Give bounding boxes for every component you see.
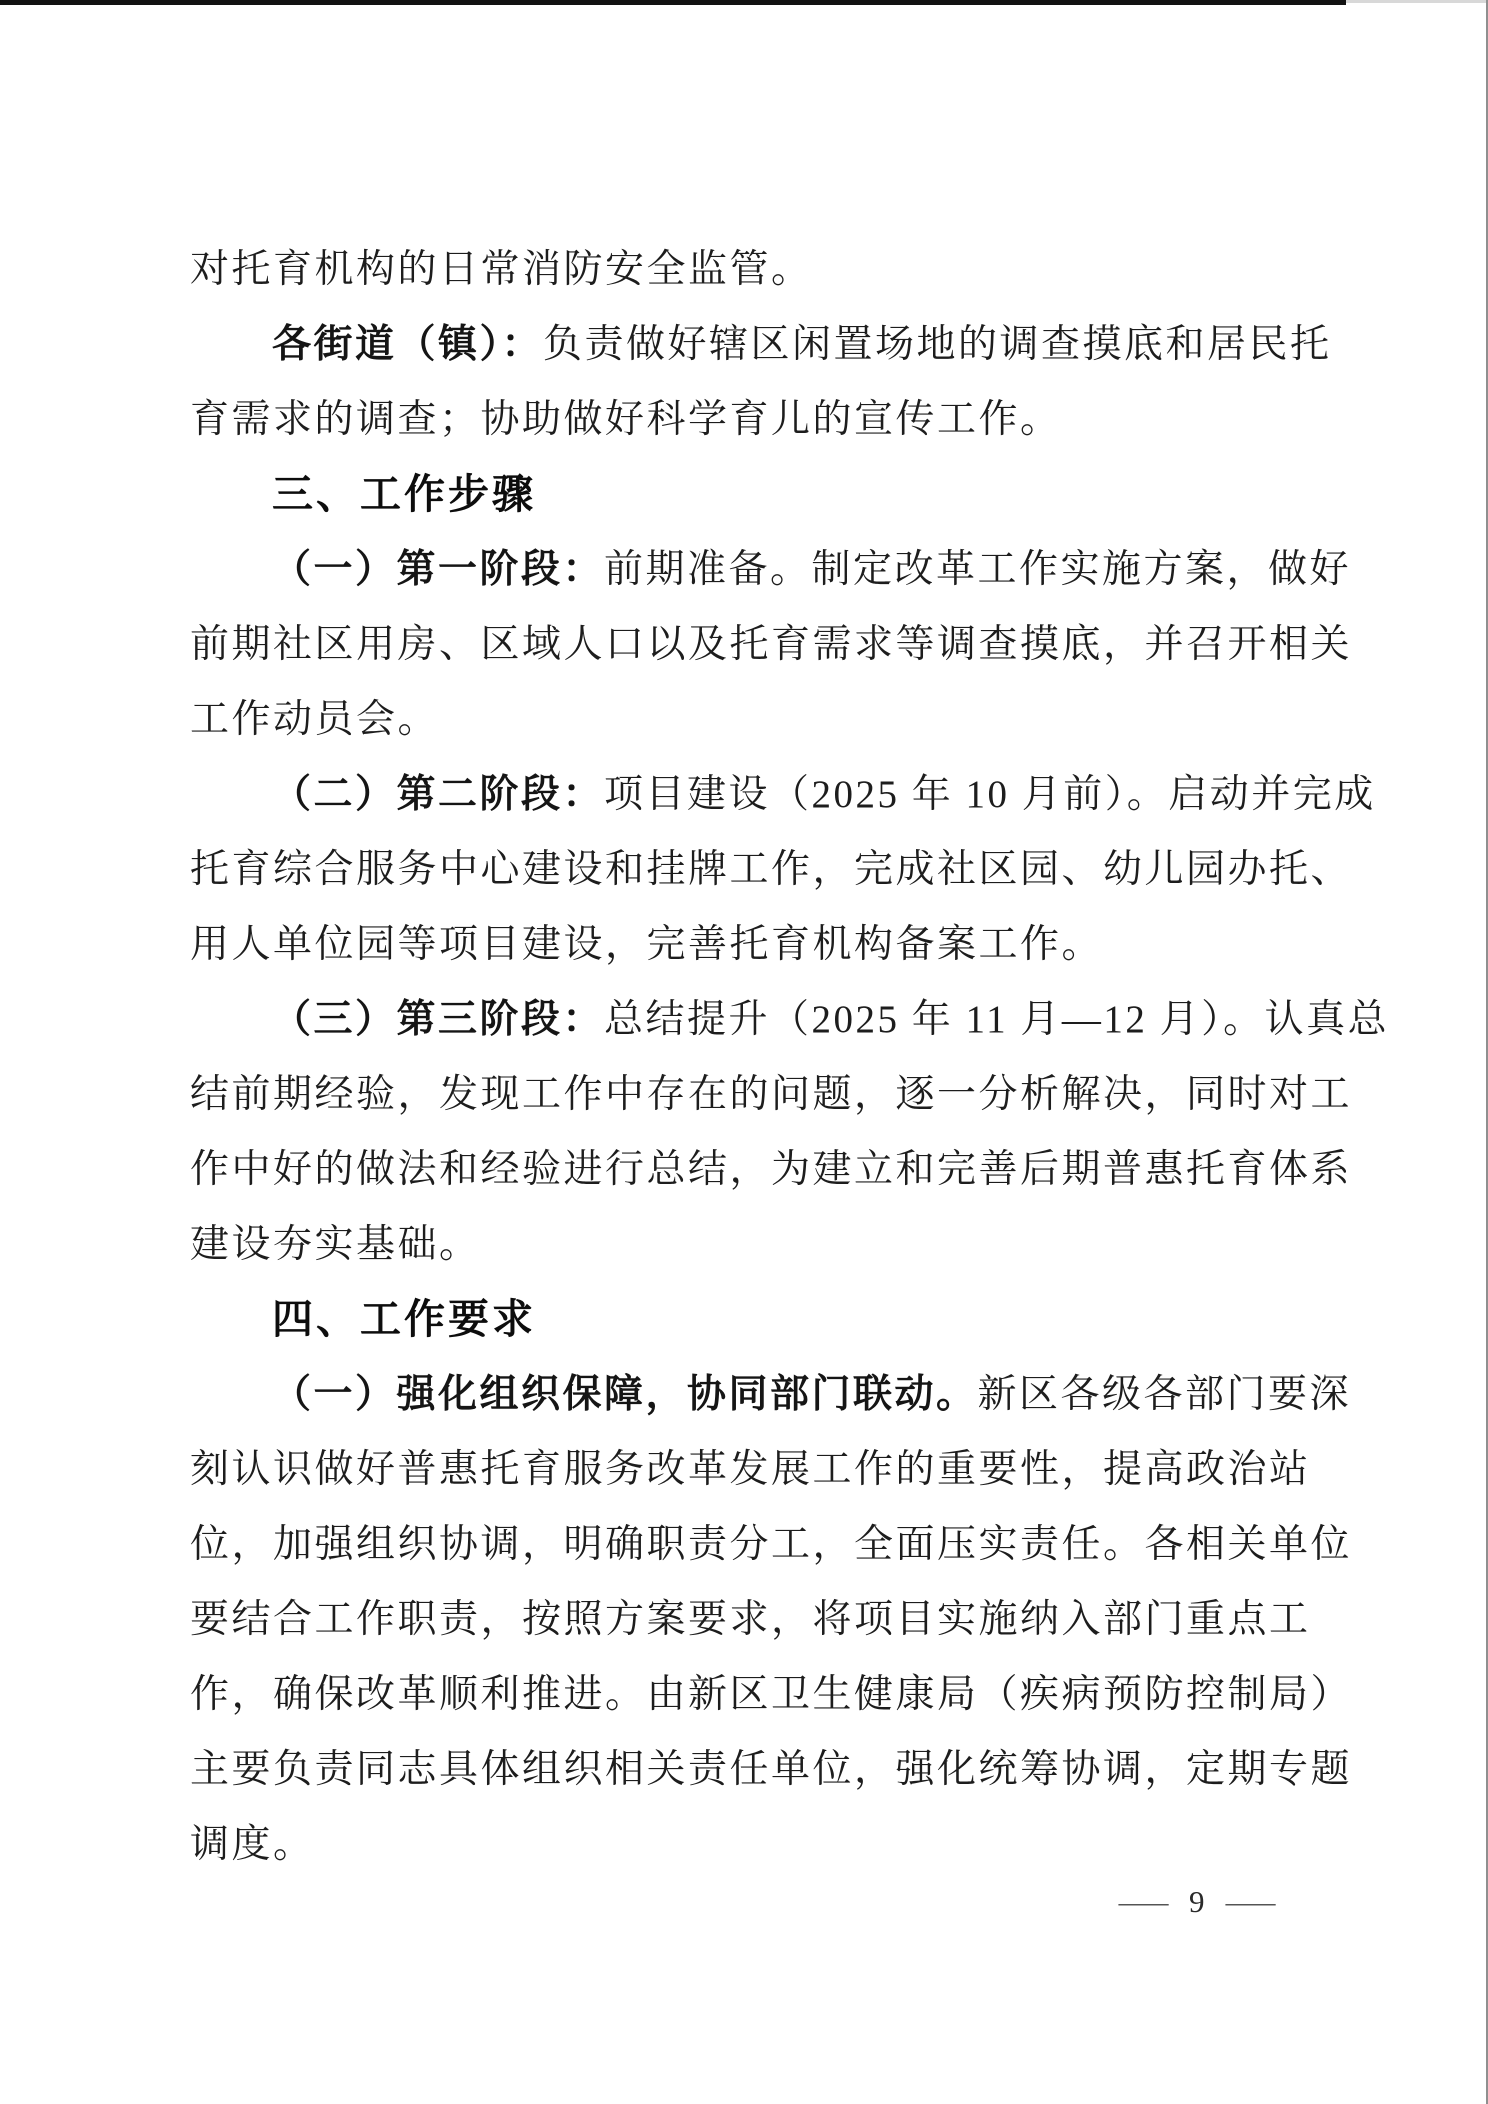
text-line [190, 907, 1355, 982]
text-line [190, 682, 1355, 757]
line-text: 调度。 [190, 1823, 315, 1866]
scan-edge-top-light [1346, 0, 1488, 3]
footer-dash-right: — [1225, 1884, 1275, 1919]
text-line [190, 232, 1355, 307]
line-text: 刻认识做好普惠托育服务改革发展工作的重要性，提高政治站 [190, 1448, 1311, 1491]
text-line [190, 1432, 1355, 1507]
section-heading [190, 1282, 1355, 1357]
lead-emphasis: （一）强化组织保障，协同部门联动。 [272, 1373, 978, 1416]
text-line [190, 532, 1355, 607]
lead-emphasis: 各街道（镇）： [272, 323, 544, 366]
document-body [190, 232, 1390, 1882]
scan-edge-top [0, 0, 1346, 5]
page-number: 9 [1189, 1884, 1205, 1919]
line-text: 对托育机构的日常消防安全监管。 [190, 248, 813, 291]
text-line [190, 1807, 1355, 1882]
text-line [190, 307, 1355, 382]
line-text: 负责做好辖区闲置场地的调查摸底和居民托 [543, 323, 1332, 366]
line-text: 总结提升（2025 年 11 月—12 月）。认真总 [604, 998, 1390, 1041]
line-text: 新区各级各部门要深 [977, 1373, 1352, 1416]
text-line [190, 1582, 1355, 1657]
line-text: 作，确保改革顺利推进。由新区卫生健康局（疾病预防控制局） [190, 1673, 1353, 1716]
text-line [190, 1207, 1355, 1282]
line-text: 四、工作要求 [272, 1296, 536, 1342]
page-footer [1118, 1884, 1275, 1920]
line-text: 三、工作步骤 [272, 471, 536, 517]
lead-emphasis: （一）第一阶段： [272, 548, 605, 591]
lead-emphasis: （三）第三阶段： [272, 998, 605, 1041]
line-text: 用人单位园等项目建设，完善托育机构备案工作。 [190, 923, 1104, 966]
line-text: 前期准备。制定改革工作实施方案，做好 [604, 548, 1352, 591]
line-text: 结前期经验，发现工作中存在的问题，逐一分析解决，同时对工 [190, 1073, 1353, 1116]
line-text: 要结合工作职责，按照方案要求，将项目实施纳入部门重点工 [190, 1598, 1311, 1641]
line-text: 育需求的调查；协助做好科学育儿的宣传工作。 [190, 398, 1062, 441]
text-line [190, 607, 1355, 682]
line-text: 主要负责同志具体组织相关责任单位，强化统筹协调，定期专题 [190, 1748, 1353, 1791]
text-line [190, 982, 1390, 1057]
line-text: 位，加强组织协调，明确职责分工，全面压实责任。各相关单位 [190, 1523, 1353, 1566]
text-line [190, 757, 1376, 832]
text-line [190, 1057, 1355, 1132]
section-heading [190, 457, 1355, 532]
line-text: 工作动员会。 [190, 698, 440, 741]
lead-emphasis: （二）第二阶段： [272, 773, 605, 816]
text-line [190, 832, 1355, 907]
line-text: 项目建设（2025 年 10 月前）。启动并完成 [604, 773, 1376, 816]
text-line [190, 382, 1355, 457]
line-text: 作中好的做法和经验进行总结，为建立和完善后期普惠托育体系 [190, 1148, 1353, 1191]
line-text: 建设夯实基础。 [190, 1223, 481, 1266]
line-text: 托育综合服务中心建设和挂牌工作，完成社区园、幼儿园办托、 [190, 848, 1353, 891]
text-line [190, 1132, 1355, 1207]
text-line [190, 1357, 1355, 1432]
text-line [190, 1732, 1355, 1807]
footer-dash-left: — [1118, 1884, 1169, 1919]
text-line [190, 1657, 1355, 1732]
text-line [190, 1507, 1355, 1582]
line-text: 前期社区用房、区域人口以及托育需求等调查摸底，并召开相关 [190, 623, 1353, 666]
